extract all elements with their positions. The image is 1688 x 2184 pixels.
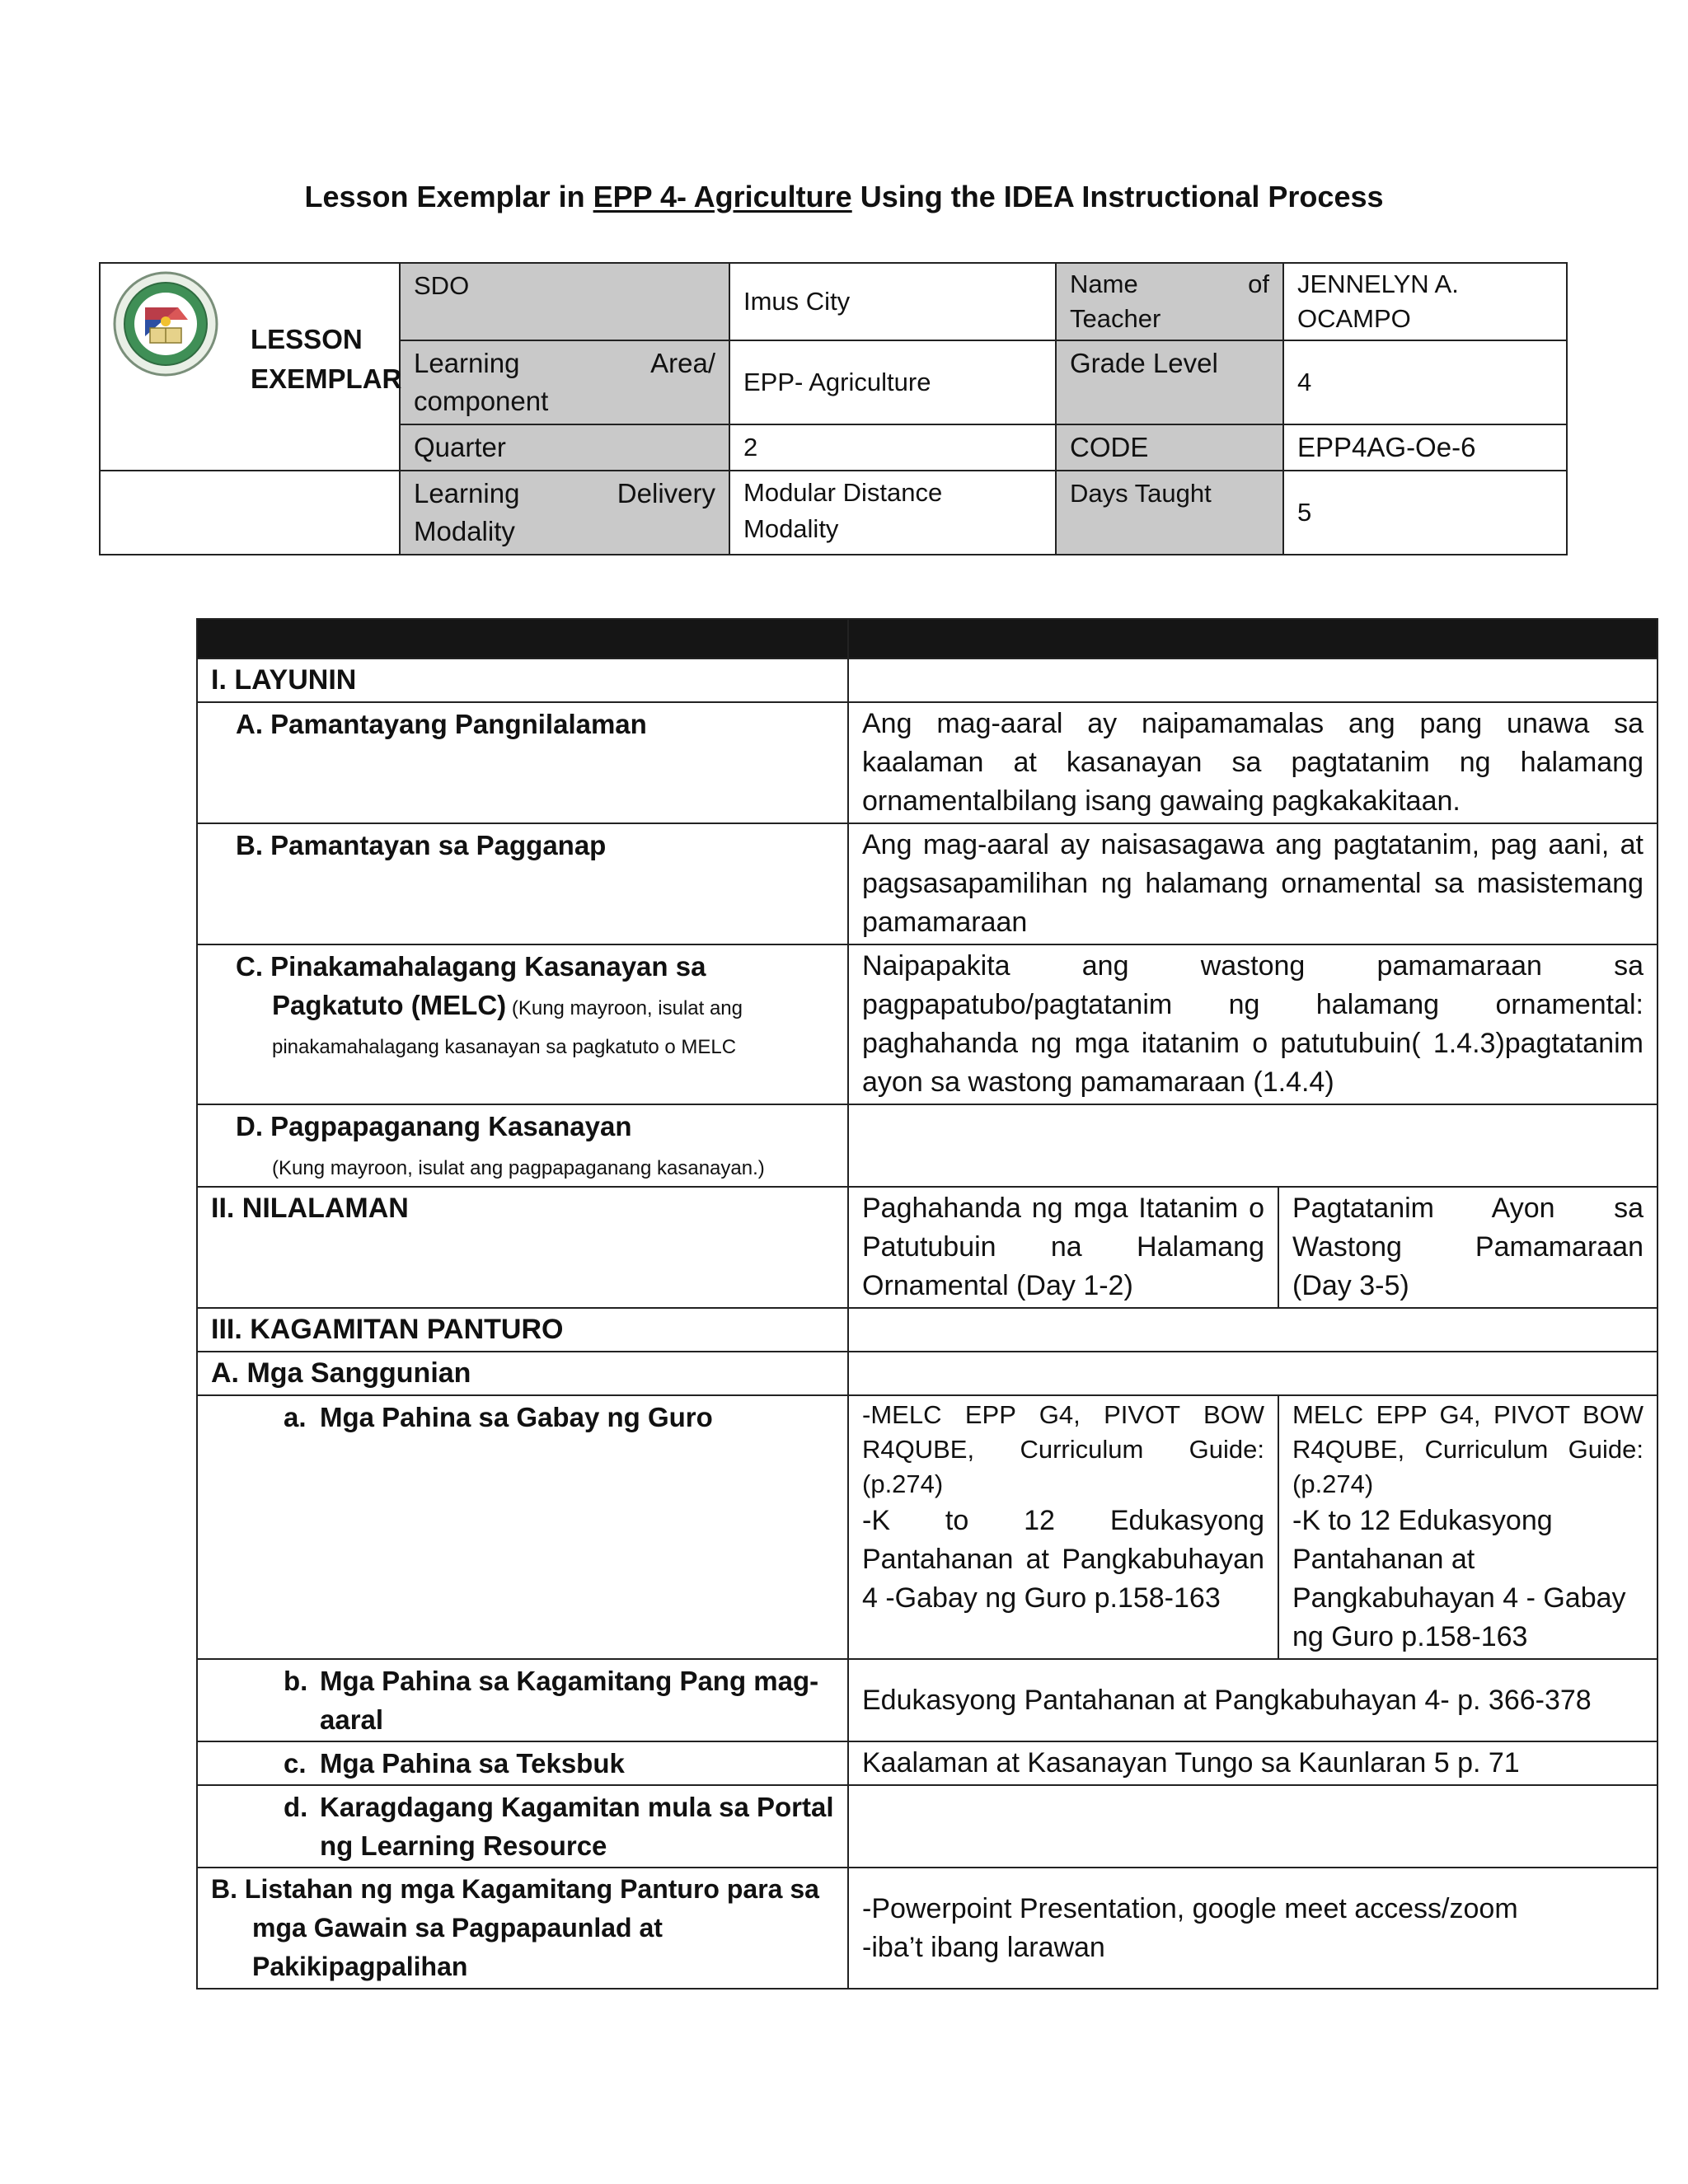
section-nilalaman: II. NILALAMAN xyxy=(197,1187,848,1308)
pamantayan-sa-pagganap-label: B. Pamantayan sa Pagganap xyxy=(236,830,607,860)
lesson-table xyxy=(196,618,1658,1990)
area-label: Learning Area/ component xyxy=(400,340,729,424)
table-row xyxy=(197,823,1658,944)
logo-cell xyxy=(100,263,400,471)
kagamitang-pang-mag-aaral-value: Edukasyong Pantahanan at Pangkabuhayan 4- p. 366-378 xyxy=(848,1659,1658,1741)
nilalaman-day-1-2: Paghahanda ng mga Itatanim o Patutubuin na Halamang Ornamental (Day 1-2) xyxy=(848,1187,1278,1308)
area-value: EPP- Agriculture xyxy=(729,340,1056,424)
sdo-value: Imus City xyxy=(729,263,1056,340)
section-kagamitan: III. KAGAMITAN PANTURO xyxy=(197,1308,848,1352)
pamantayang-pangnilalaman-label: A. Pamantayang Pangnilalaman xyxy=(236,709,647,739)
header-table xyxy=(99,262,1568,555)
sanggunian-label: A. Mga Sanggunian xyxy=(197,1352,848,1395)
empty-cell xyxy=(100,471,400,555)
table-row xyxy=(197,702,1658,823)
table-row xyxy=(197,658,1658,702)
gabay-ng-guro-value-1: -MELC EPP G4, PIVOT BOW R4QUBE, Curriculum Guide: (p.274) -K to 12 Edukasyong Pantahanan at Pangkabuhayan 4 -Gabay ng Guro p.158-163 xyxy=(848,1395,1278,1659)
table-row xyxy=(197,944,1658,1104)
teksbuk-label: c. Mga Pahina sa Teksbuk xyxy=(284,1748,625,1779)
melc-value: Naipapakita ang wastong pamamaraan sa pagpapatubo/pagtatanim ng halamang ornamental: paghahanda ng mga itatanim o patutubuin( 1.4.3)pagtatanim ayon sa wastong pamamaraan (1.4.4) xyxy=(848,944,1658,1104)
code-value: EPP4AG-Oe-6 xyxy=(1283,424,1567,471)
modality-value: Modular Distance Modality xyxy=(729,471,1056,555)
subject-underlined: EPP 4- Agriculture xyxy=(593,180,852,213)
portal-learning-resource-label: d. Karagdagang Kagamitan mula sa Portal ng Learning Resource xyxy=(284,1792,834,1861)
days-value: 5 xyxy=(1283,471,1567,555)
table-row xyxy=(197,1352,1658,1395)
listahan-label: B. Listahan ng mga Kagamitang Panturo para sa mga Gawain sa Pagpapaunlad at Pakikipagpalihan xyxy=(211,1874,819,1981)
teacher-value: JENNELYN A. OCAMPO xyxy=(1283,263,1567,340)
nilalaman-day-3-5: Pagtatanim Ayon sa Wastong Pamamaraan (Day 3-5) xyxy=(1278,1187,1658,1308)
table-row xyxy=(197,1187,1658,1308)
school-seal-icon xyxy=(112,270,219,377)
modality-label: Learning Delivery Modality xyxy=(400,471,729,555)
grade-value: 4 xyxy=(1283,340,1567,424)
pamantayan-sa-pagganap-value: Ang mag-aaral ay naisasagawa ang pagtatanim, pag aani, at pagsasapamilihan ng halamang ornamental sa masistemang pamamaraan xyxy=(848,823,1658,944)
table-row xyxy=(197,1741,1658,1785)
gabay-ng-guro-label: a. Mga Pahina sa Gabay ng Guro xyxy=(284,1402,713,1432)
lesson-exemplar-label: LESSON EXEMPLAR xyxy=(251,324,402,394)
table-row xyxy=(197,1785,1658,1868)
pamantayang-pangnilalaman-value: Ang mag-aaral ay naipamamalas ang pang unawa sa kaalaman at kasanayan sa pagtatanim ng halamang ornamentalbilang isang gawaing pagkakakitaan. xyxy=(848,702,1658,823)
grade-label: Grade Level xyxy=(1056,340,1283,424)
table-row xyxy=(197,1308,1658,1352)
table-row xyxy=(197,1395,1658,1659)
quarter-label: Quarter xyxy=(400,424,729,471)
teacher-label: Name of Teacher xyxy=(1056,263,1283,340)
page-title: Lesson Exemplar in EPP 4- Agriculture Using the IDEA Instructional Process xyxy=(304,180,1384,213)
sdo-label: SDO xyxy=(400,263,729,340)
melc-label: C. Pinakamahalagang Kasanayan sa Pagkatuto (MELC) (Kung mayroon, isulat ang pinakamahalagang kasanayan sa pagkatuto o MELC xyxy=(236,951,743,1058)
listahan-value: -Powerpoint Presentation, google meet access/zoom -iba’t ibang larawan xyxy=(848,1868,1658,1989)
section-layunin: I. LAYUNIN xyxy=(197,658,848,702)
table-row xyxy=(197,1868,1658,1989)
teksbuk-value: Kaalaman at Kasanayan Tungo sa Kaunlaran 5 p. 71 xyxy=(848,1741,1658,1785)
table-header-bar xyxy=(197,619,1658,658)
quarter-value: 2 xyxy=(729,424,1056,471)
pagpapaganang-kasanayan-label: D. Pagpapaganang Kasanayan (Kung mayroon, isulat ang pagpapaganang kasanayan.) xyxy=(236,1111,765,1179)
gabay-ng-guro-value-2: MELC EPP G4, PIVOT BOW R4QUBE, Curriculum Guide: (p.274) -K to 12 Edukasyong Pantahanan at Pangkabuhayan 4 - Gabay ng Guro p.158-163 xyxy=(1278,1395,1658,1659)
table-row xyxy=(197,1659,1658,1741)
days-label: Days Taught xyxy=(1056,471,1283,555)
kagamitang-pang-mag-aaral-label: b. Mga Pahina sa Kagamitang Pang mag-aaral xyxy=(284,1666,819,1735)
code-label: CODE xyxy=(1056,424,1283,471)
table-row xyxy=(197,1104,1658,1187)
